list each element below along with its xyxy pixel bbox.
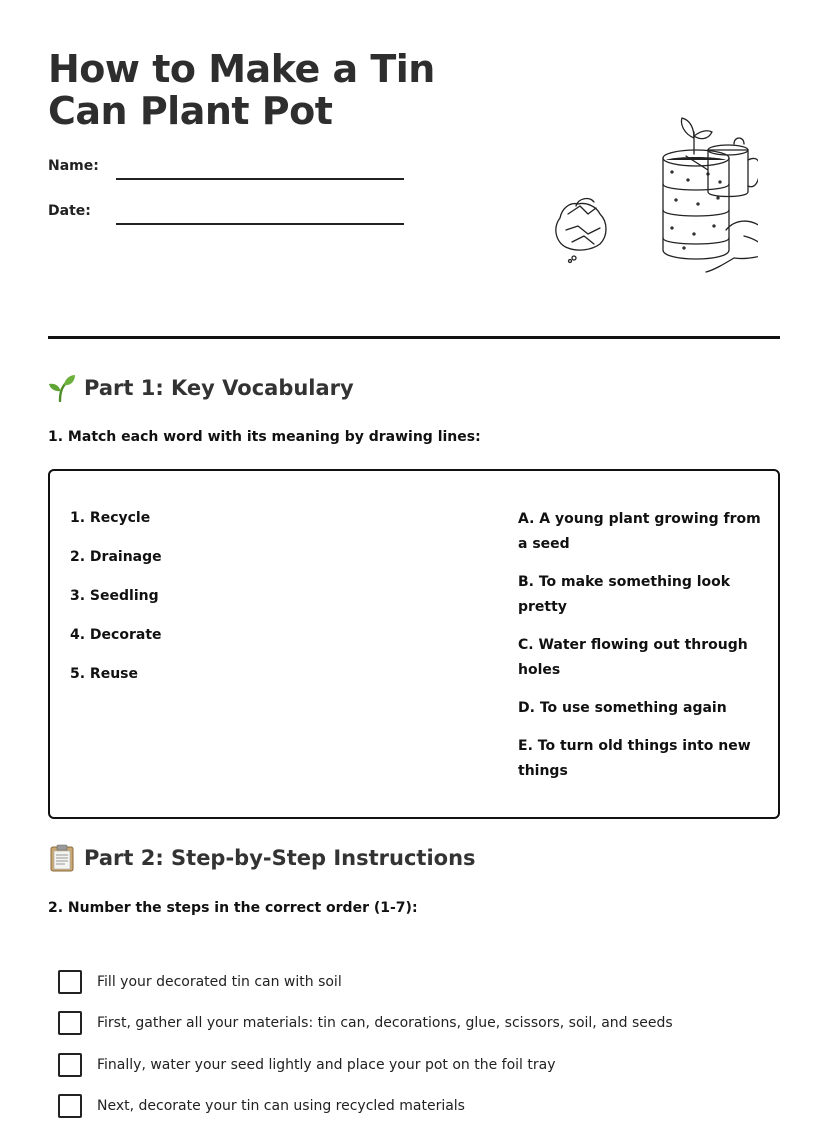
step-text: First, gather all your materials: tin can, decorations, glue, scissors, soil, and seeds	[97, 1015, 673, 1031]
step-number-box[interactable]	[58, 1053, 82, 1077]
vocabulary-meaning[interactable]: C. Water flowing out through holes	[518, 633, 766, 683]
clipboard-icon	[48, 844, 76, 872]
step-text: Finally, water your seed lightly and place your pot on the foil tray	[97, 1057, 556, 1073]
vocabulary-meaning[interactable]: D. To use something again	[518, 696, 766, 721]
name-line[interactable]	[116, 178, 404, 180]
vocabulary-word[interactable]: 3. Seedling	[70, 585, 162, 624]
vocabulary-word-list	[70, 507, 162, 702]
part2-heading-text: Part 2: Step-by-Step Instructions	[84, 846, 476, 870]
tin-can-plant-illustration	[548, 110, 758, 280]
vocabulary-matching-box	[48, 469, 780, 819]
vocabulary-word[interactable]: 1. Recycle	[70, 507, 162, 546]
step-item	[58, 961, 673, 1003]
name-label: Name:	[48, 158, 116, 174]
step-number-box[interactable]	[58, 1011, 82, 1035]
step-list	[58, 961, 673, 1127]
vocabulary-meaning[interactable]: A. A young plant growing from a seed	[518, 507, 766, 557]
seedling-icon	[48, 374, 76, 402]
vocabulary-meaning[interactable]: E. To turn old things into new things	[518, 734, 766, 784]
part2-heading	[48, 844, 476, 872]
date-field[interactable]	[48, 203, 404, 219]
date-line[interactable]	[116, 223, 404, 225]
vocabulary-word[interactable]: 2. Drainage	[70, 546, 162, 585]
name-field[interactable]	[48, 158, 404, 174]
part1-heading-text: Part 1: Key Vocabulary	[84, 376, 354, 400]
step-number-box[interactable]	[58, 1094, 82, 1118]
part1-question: 1. Match each word with its meaning by drawing lines:	[48, 429, 481, 445]
step-item	[58, 1003, 673, 1045]
step-text: Next, decorate your tin can using recycled materials	[97, 1098, 465, 1114]
vocabulary-meaning-list	[518, 507, 766, 797]
worksheet-title: How to Make a Tin Can Plant Pot	[48, 48, 508, 132]
step-number-box[interactable]	[58, 970, 82, 994]
section-divider	[48, 336, 780, 339]
vocabulary-word[interactable]: 4. Decorate	[70, 624, 162, 663]
step-item	[58, 1044, 673, 1086]
vocabulary-word[interactable]: 5. Reuse	[70, 663, 162, 702]
step-item	[58, 1086, 673, 1127]
part2-question: 2. Number the steps in the correct order (1-7):	[48, 900, 418, 916]
part1-heading	[48, 374, 354, 402]
vocabulary-meaning[interactable]: B. To make something look pretty	[518, 570, 766, 620]
date-label: Date:	[48, 203, 116, 219]
step-text: Fill your decorated tin can with soil	[97, 974, 342, 990]
